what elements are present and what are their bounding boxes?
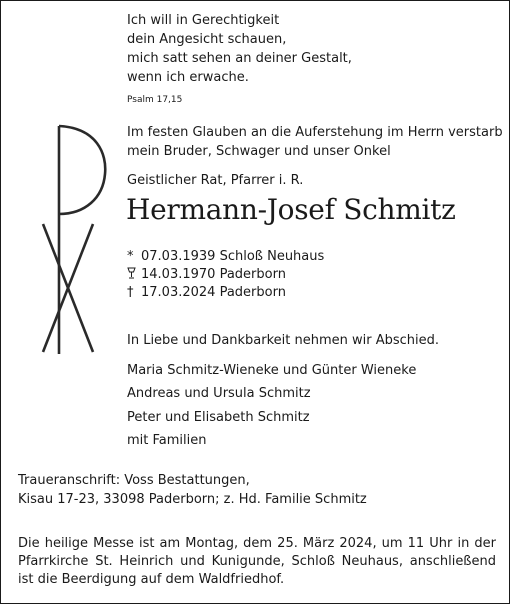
intro-line-1: Im festen Glauben an die Auferstehung im Herrn verstarb (127, 125, 503, 140)
chi-rho-icon (41, 124, 107, 356)
mourner-3: Peter und Elisabeth Schmitz (127, 410, 310, 425)
verse-line-1: Ich will in Gerechtigkeit (127, 13, 280, 28)
verse-reference: Psalm 17,15 (127, 95, 183, 105)
birth-date-text: 07.03.1939 Schloß Neuhaus (141, 249, 325, 264)
mourner-2: Andreas und Ursula Schmitz (127, 386, 311, 401)
deceased-name: Hermann-Josef Schmitz (126, 193, 456, 226)
chalice-icon (127, 266, 141, 284)
address-line-1: Traueranschrift: Voss Bestattungen, (18, 473, 250, 488)
verse-line-2: dein Angesicht schauen, (127, 32, 287, 47)
address-line-2: Kisau 17-23, 33098 Paderborn; z. Hd. Familie Schmitz (18, 492, 367, 507)
birth-date (127, 248, 324, 266)
verse-line-3: mich satt sehen an deiner Gestalt, (127, 51, 352, 66)
ordination-date-text: 14.03.1970 Paderborn (141, 267, 286, 282)
birth-star-icon: * (127, 249, 134, 264)
ordination-date (127, 266, 286, 284)
clergy-title: Geistlicher Rat, Pfarrer i. R. (127, 173, 304, 188)
death-date (127, 284, 286, 302)
mass-announcement: Die heilige Messe ist am Montag, dem 25. März 2024, um 11 Uhr in der Pfarrkirche St. Heinrich und Kunigunde, Schloß Neuhaus, anschließend ist die Beerdigung auf dem Waldfriedhof. (18, 536, 496, 587)
mourner-4: mit Familien (127, 433, 207, 448)
verse-line-4: wenn ich erwache. (127, 70, 249, 85)
mourner-1: Maria Schmitz-Wieneke und Günter Wieneke (127, 363, 417, 378)
farewell-text: In Liebe und Dankbarkeit nehmen wir Abschied. (127, 333, 440, 348)
death-date-text: 17.03.2024 Paderborn (141, 285, 286, 300)
cross-icon: † (127, 285, 134, 300)
intro-line-2: mein Bruder, Schwager und unser Onkel (127, 144, 391, 159)
